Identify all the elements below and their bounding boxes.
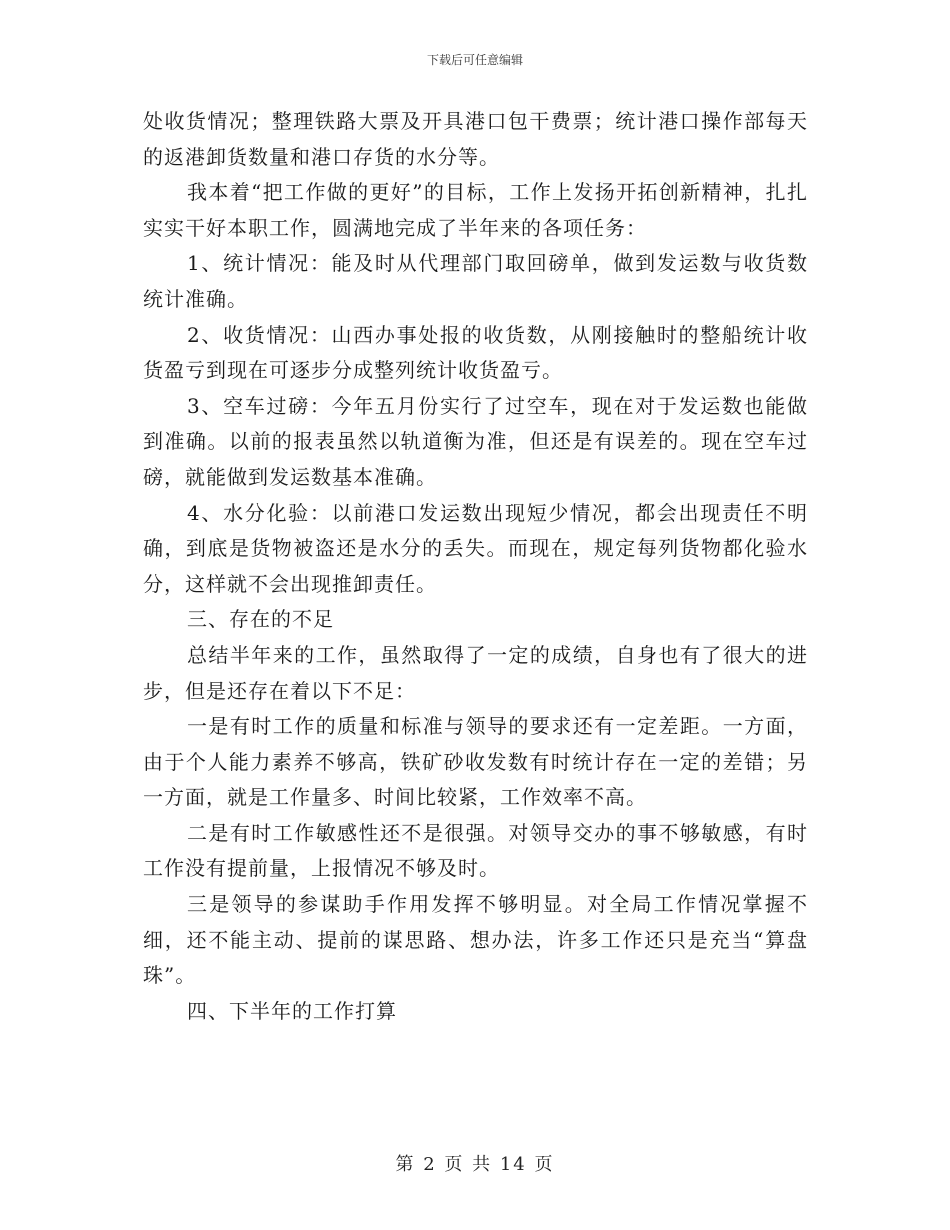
paragraph-shortcoming-1: 一是有时工作的质量和标准与领导的要求还有一定差距。一方面，由于个人能力素养不够高，铁矿砂收发数有时统计存在一定的差错；另一方面，就是工作量多、时间比较紧，工作效率不高。 [143, 714, 808, 810]
section-heading-shortcomings: 三、存在的不足 [187, 607, 334, 632]
paragraph-summary: 总结半年来的工作，虽然取得了一定的成绩，自身也有了很大的进步，但是还存在着以下不足： [143, 642, 808, 703]
paragraph-item-statistics: 1、统计情况：能及时从代理部门取回磅单，做到发运数与收货数统计准确。 [143, 251, 808, 311]
section-heading-plan: 四、下半年的工作打算 [187, 998, 397, 1023]
paragraph-item-receiving: 2、收货情况：山西办事处报的收货数，从刚接触时的整船统计收货盈亏到现在可逐步分成整列统计收货盈亏。 [143, 322, 808, 383]
paragraph-item-moisture-test: 4、水分化验：以前港口发运数出现短少情况，都会出现责任不明确，到底是货物被盗还是水分的丢失。而现在，规定每列货物都化验水分，这样就不会出现推卸责任。 [143, 500, 808, 596]
paragraph-goal: 我本着“把工作做的更好”的目标，工作上发扬开拓创新精神，扎扎实实干好本职工作，圆满地完成了半年来的各项任务： [143, 180, 808, 240]
paragraph-continuation: 处收货情况；整理铁路大票及开具港口包干费票；统计港口操作部每天的返港卸货数量和港口存货的水分等。 [143, 109, 808, 169]
paragraph-item-empty-weighing: 3、空车过磅：今年五月份实行了过空车，现在对于发运数也能做到准确。以前的报表虽然以轨道衡为准，但还是有误差的。现在空车过磅，就能做到发运数基本准确。 [143, 393, 808, 489]
page-number: 第 2 页 共 14 页 [395, 1154, 555, 1175]
document-body [143, 104, 808, 1029]
paragraph-shortcoming-3: 三是领导的参谋助手作用发挥不够明显。对全局工作情况掌握不细，还不能主动、提前的谋思路、想办法，许多工作还只是充当“算盘珠”。 [143, 892, 808, 988]
page-header: 下载后可任意编辑 [426, 53, 523, 67]
paragraph-shortcoming-2: 二是有时工作敏感性还不是很强。对领导交办的事不够敏感，有时工作没有提前量，上报情况不够及时。 [143, 820, 808, 881]
